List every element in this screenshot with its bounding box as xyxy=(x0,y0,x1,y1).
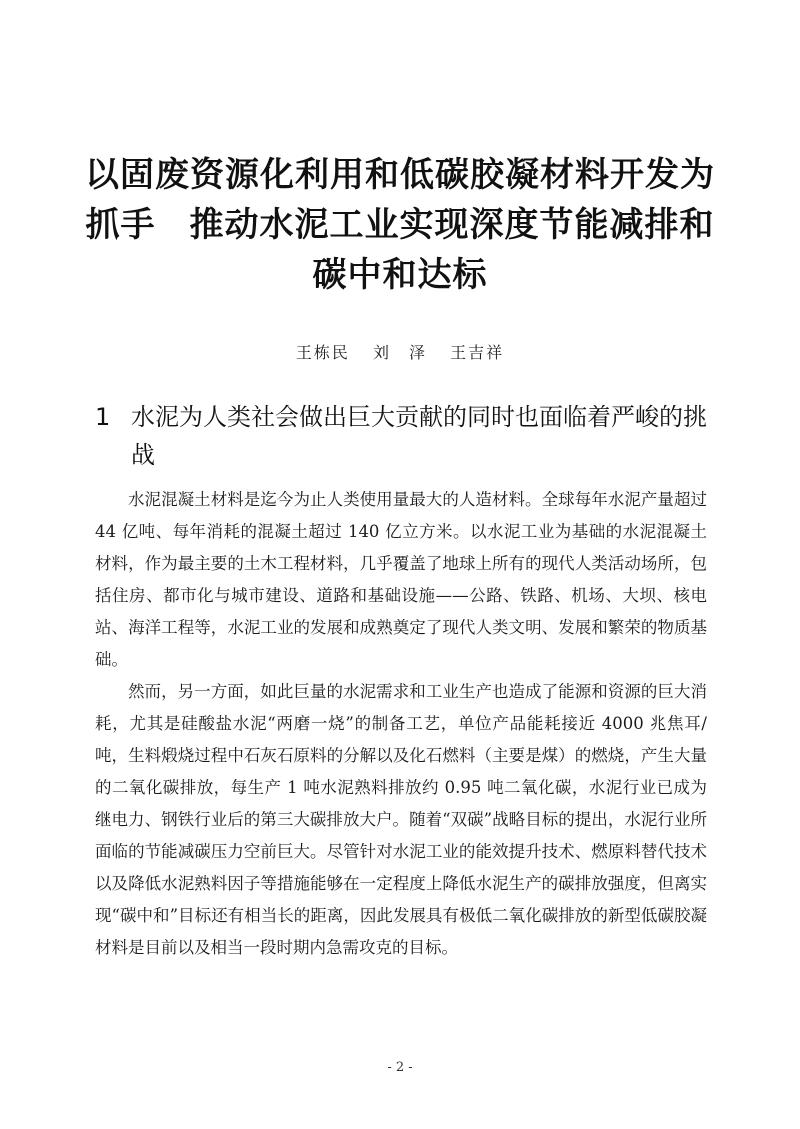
page-number: - 2 - xyxy=(387,1060,413,1075)
paragraph: 水泥混凝土材料是迄今为止人类使用量最大的人造材料。全球每年水泥产量超过 44 亿吨、每年消耗的混凝土超过 140 亿立方米。以水泥工业为基础的水泥混凝土材料，作为最主要的土木工程材料，几乎覆盖了地球上所有的现代人类活动场所，包括住房、都市化与城市建设、道路和基础设施——公路、铁路、机场、大坝、核电站、海洋工程等，水泥工业的发展和成熟奠定了现代人类文明、发展和繁荣的物质基础。 xyxy=(95,490,707,669)
author-name: 刘 泽 xyxy=(372,343,427,362)
title-line-2-part-b: 推动水泥工业实现深度节能减排和 xyxy=(189,205,715,245)
title-line-2 xyxy=(60,200,740,250)
body-text xyxy=(95,484,707,964)
section-number: 1 xyxy=(95,403,111,431)
title-line-3: 碳中和达标 xyxy=(312,255,488,295)
title-line-1: 以固废资源化利用和低碳胶凝材料开发为 xyxy=(85,155,715,195)
author-name: 王吉祥 xyxy=(450,343,505,362)
paragraph: 然而，另一方面，如此巨量的水泥需求和工业生产也造成了能源和资源的巨大消耗，尤其是硅酸盐水泥“两磨一烧”的制备工艺，单位产品能耗接近 4000 兆焦耳/吨，生料煅烧过程中石灰石原料的分解以及化石燃料（主要是煤）的燃烧，产生大量的二氧化碳排放，每生产 1 吨水泥熟料排放约 0.95 吨二氧化碳，水泥行业已成为继电力、钢铁行业后的第三大碳排放大户。随着“双碳”战略目标的提出，水泥行业所面临的节能减碳压力空前巨大。尽管针对水泥工业的能效提升技术、燃原料替代技术以及降低水泥熟料因子等措施能够在一定程度上降低水泥生产的碳排放强度，但离实现“碳中和”目标还有相当长的距离，因此发展具有极低二氧化碳排放的新型低碳胶凝材料是目前以及相当一段时期内急需攻克的目标。 xyxy=(95,682,707,957)
document-title xyxy=(60,150,740,300)
author-name: 王栋民 xyxy=(295,343,350,362)
section-heading xyxy=(95,398,720,474)
title-line-2-part-a: 抓手 xyxy=(85,205,156,245)
section-title: 水泥为人类社会做出巨大贡献的同时也面临着严峻的挑战 xyxy=(131,403,707,469)
author-list xyxy=(0,340,800,363)
